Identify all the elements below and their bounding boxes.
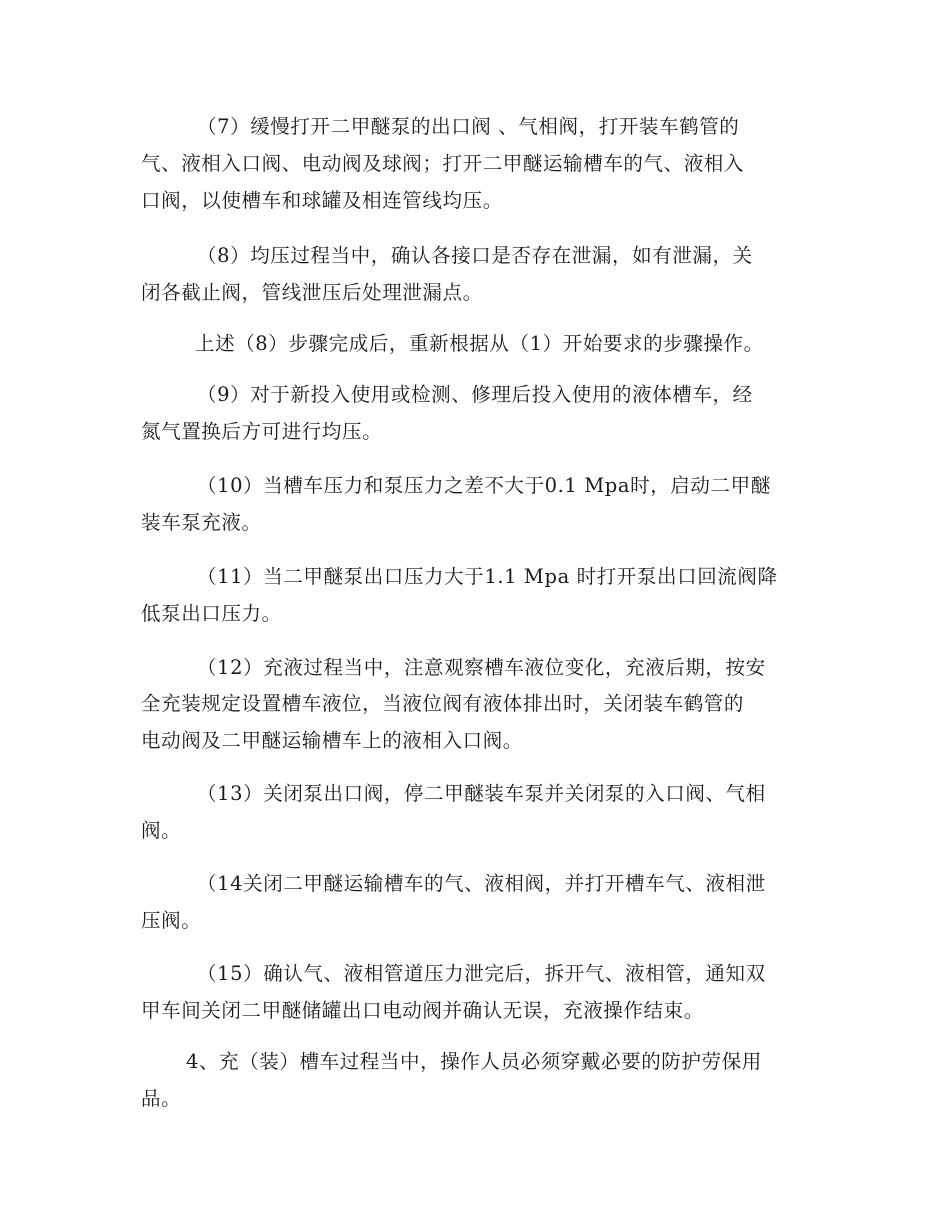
- text-line: （10）当槽车压力和泵压力之差不大于0.1 Mpa时，启动二甲醚: [197, 474, 771, 497]
- text-line: （9）对于新投入使用或检测、修理后投入使用的液体槽车，经: [197, 383, 753, 406]
- text-line: 压阀。: [141, 909, 202, 932]
- text-line: （12）充液过程当中，注意观察槽车液位变化，充液后期，按安: [197, 656, 766, 679]
- text-line: 4、充（装）槽车过程当中，操作人员必须穿戴必要的防护劳保用: [186, 1050, 762, 1073]
- text-line: 口阀，以使槽车和球罐及相连管线均压。: [141, 189, 503, 212]
- text-line: 阀。: [141, 819, 182, 842]
- text-line: 装车泵充液。: [141, 511, 262, 534]
- text-line: （11）当二甲醚泵出口压力大于1.1 Mpa 时打开泵出口回流阀降: [197, 565, 778, 588]
- text-line: 氮气置换后方可进行均压。: [141, 420, 383, 443]
- text-line: （8）均压过程当中，确认各接口是否存在泄漏，如有泄漏，关: [197, 244, 753, 267]
- text-line: 甲车间关闭二甲醚储罐出口电动阀并确认无误，充液操作结束。: [141, 999, 704, 1022]
- text-line: 闭各截止阀，管线泄压后处理泄漏点。: [141, 281, 483, 304]
- text-line: 品。: [141, 1087, 182, 1110]
- text-line: （13）关闭泵出口阀，停二甲醚装车泵并关闭泵的入口阀、气相: [197, 782, 766, 805]
- text-line: （15）确认气、液相管道压力泄完后，拆开气、液相管，通知双: [197, 962, 766, 985]
- text-line: 低泵出口压力。: [141, 602, 282, 625]
- text-line: 气、液相入口阀、电动阀及球阀；打开二甲醚运输槽车的气、液相入: [141, 152, 745, 175]
- text-line: 全充装规定设置槽车液位，当液位阀有液体排出时，关闭装车鹤管的: [141, 692, 745, 715]
- text-line: （7）缓慢打开二甲醚泵的出口阀 、气相阀，打开装车鹤管的: [197, 115, 740, 138]
- text-line: （14关闭二甲醚运输槽车的气、液相阀，并打开槽车气、液相泄: [197, 872, 766, 895]
- text-line: 上述（8）步骤完成后，重新根据从（1）开始要求的步骤操作。: [195, 332, 764, 355]
- text-line: 电动阀及二甲醚运输槽车上的液相入口阀。: [141, 729, 523, 752]
